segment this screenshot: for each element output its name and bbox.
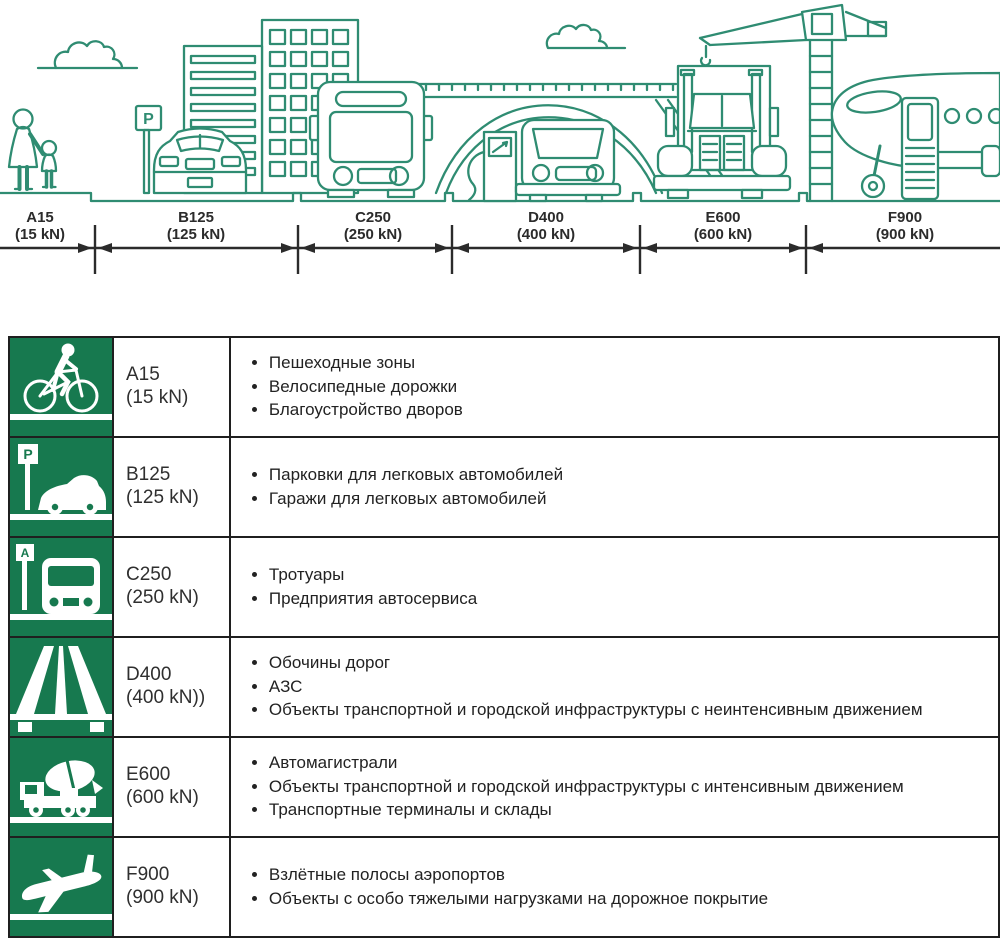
application-item: • Взлётные полосы аэропортов (269, 864, 992, 886)
application-item: • Объекты с особо тяжелыми нагрузками на дорожное покрытие (269, 888, 992, 910)
zone-load: (250 kN) (343, 226, 403, 244)
zone-code: D400 (528, 209, 564, 226)
table-row (9, 837, 999, 937)
mixer-truck-icon (9, 737, 113, 837)
class-code-cell (113, 337, 230, 437)
class-code-cell (113, 437, 230, 537)
class-code: A15 (126, 364, 160, 386)
cyclist-icon (9, 337, 113, 437)
class-code: B125 (126, 464, 171, 486)
class-code-cell (113, 637, 230, 737)
applications-cell (230, 337, 999, 437)
cloud-icon (38, 41, 137, 68)
application-item: • Автомагистрали (269, 752, 992, 774)
truck-icon (654, 66, 790, 198)
class-code: D400 (126, 664, 172, 686)
pedestrians-icon (9, 110, 56, 190)
class-load: (900 kN) (126, 887, 199, 908)
class-code: E600 (126, 764, 171, 786)
airplane-icon (832, 73, 1000, 199)
application-item: • Обочины дорог (269, 652, 992, 674)
zone-label-a15 (0, 209, 110, 244)
load-class-dimension-band (0, 205, 1000, 277)
van-icon (516, 120, 620, 201)
application-item: • АЗС (269, 676, 992, 698)
class-load: (125 kN) (126, 487, 199, 508)
table-row (9, 337, 999, 437)
applications-cell (230, 737, 999, 837)
cloud-icon (547, 25, 625, 48)
zone-code: F900 (887, 209, 923, 226)
zone-load: (125 kN) (166, 226, 226, 244)
class-code: F900 (126, 864, 170, 886)
class-load: (600 kN) (126, 787, 199, 808)
applications-cell (230, 837, 999, 937)
application-item: • Благоустройство дворов (269, 399, 992, 421)
zone-code: B125 (178, 209, 214, 226)
applications-cell (230, 437, 999, 537)
zone-label-e600 (653, 209, 793, 244)
bus-stop-icon (9, 537, 113, 637)
application-item: • Предприятия автосервиса (269, 588, 992, 610)
application-item: • Объекты транспортной и городской инфраструктуры с неинтенсивным движением (269, 699, 992, 721)
zone-load: (600 kN) (693, 226, 753, 244)
fuel-pump-icon (468, 132, 516, 201)
table-row (9, 737, 999, 837)
application-item: • Транспортные терминалы и склады (269, 799, 992, 821)
class-load: (250 kN) (126, 587, 199, 608)
class-code-cell (113, 737, 230, 837)
bus-icon (310, 82, 432, 197)
application-item: • Велосипедные дорожки (269, 376, 992, 398)
zone-load: (900 kN) (875, 226, 935, 244)
icon-sign-letter: A (20, 546, 30, 560)
zone-label-f900 (835, 209, 975, 244)
zone-label-c250 (303, 209, 443, 244)
city-scene-illustration (0, 0, 1000, 205)
table-row (9, 637, 999, 737)
application-item: • Парковки для легковых автомобилей (269, 464, 992, 486)
airplane-icon (9, 837, 113, 937)
class-load: (400 kN)) (126, 687, 206, 708)
zone-label-b125 (126, 209, 266, 244)
applications-cell (230, 537, 999, 637)
application-item: • Гаражи для легковых автомобилей (269, 488, 992, 510)
parking-car-icon (9, 437, 113, 537)
class-code: C250 (126, 564, 172, 586)
load-class-table (8, 336, 1000, 938)
application-item: • Объекты транспортной и городской инфраструктуры с интенсивным движением (269, 776, 992, 798)
highway-icon (9, 637, 113, 737)
class-load: (15 kN) (126, 387, 189, 408)
zone-load: (400 kN) (516, 226, 576, 244)
applications-cell (230, 637, 999, 737)
parking-sign-letter: P (143, 111, 154, 128)
table-row (9, 537, 999, 637)
zone-code: C250 (355, 209, 391, 226)
class-code-cell (113, 837, 230, 937)
class-code-cell (113, 537, 230, 637)
zone-label-d400 (476, 209, 616, 244)
table-row (9, 437, 999, 537)
zone-code: A15 (26, 209, 54, 226)
application-item: • Тротуары (269, 564, 992, 586)
zone-load: (15 kN) (14, 226, 66, 244)
application-item: • Пешеходные зоны (269, 352, 992, 374)
zone-code: E600 (705, 209, 741, 226)
icon-sign-letter: P (23, 446, 33, 462)
